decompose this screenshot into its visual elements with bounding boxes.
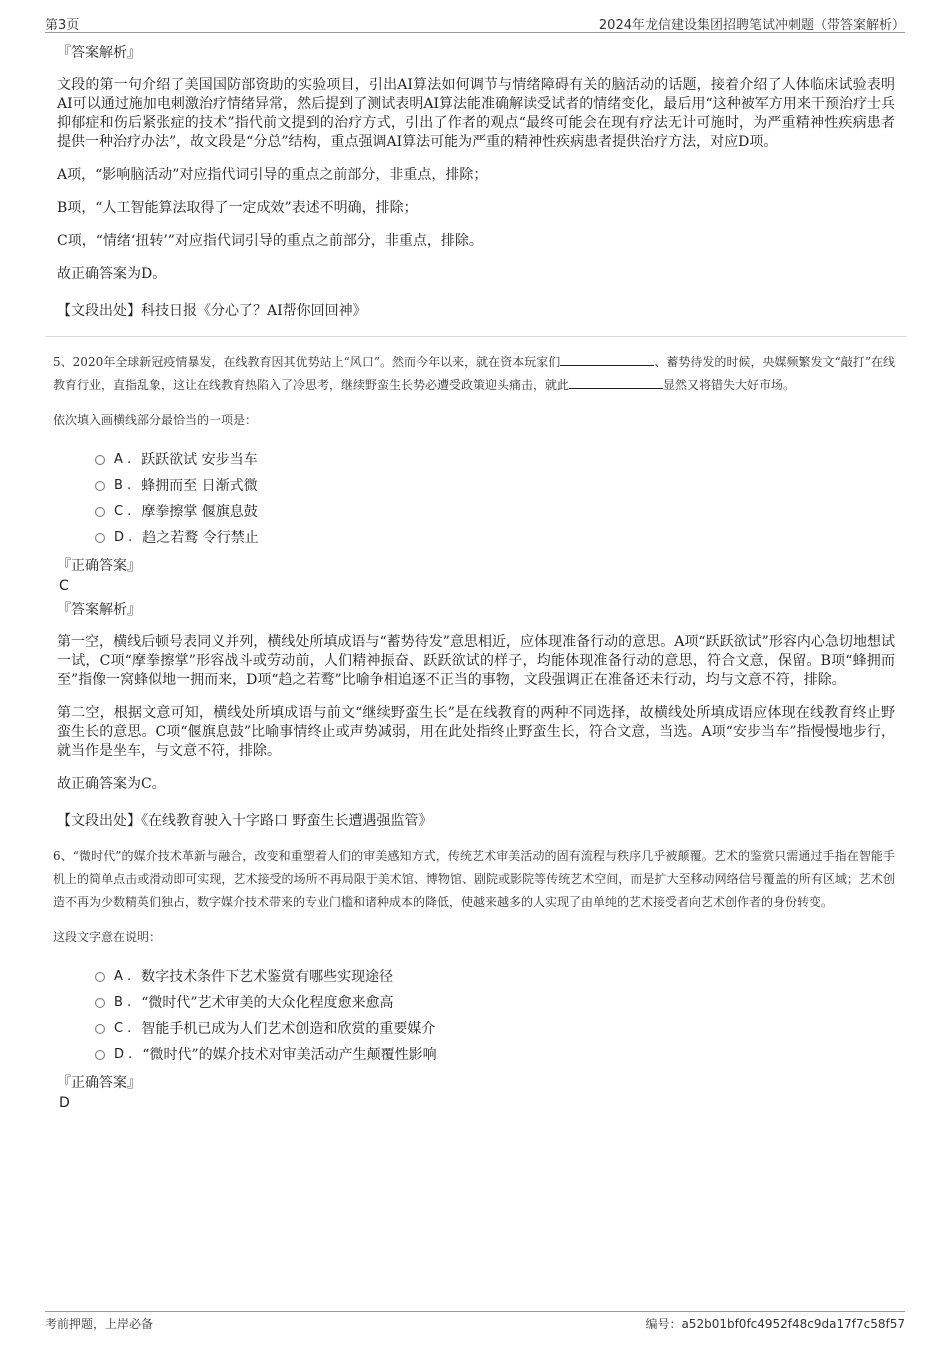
q5-answer-tag: 『正确答案』 <box>57 558 141 574</box>
q4-option-a-note: A项，“影响脑活动”对应指代词引导的重点之前部分，非重点，排除； <box>57 167 488 183</box>
q5-option-d[interactable]: D . 趋之若鹜 令行禁止 <box>95 525 895 551</box>
q5-answer: C <box>59 578 69 594</box>
q5-blank-1 <box>560 353 654 366</box>
document-code: 编号：a52b01bf0fc4952f48c9da17f7c58f57 <box>645 1317 905 1331</box>
q6-stem: 6、“微时代”的媒介技术革新与融合，改变和重塑着人们的审美感知方式，传统艺术审美活动的固有流程与秩序几乎被颠覆。艺术的鉴赏只需通过手指在智能手机上的简单点击或滑动即可实现，艺术接受的场所不再局限于美术馆、博物馆、剧院或影院等传统艺术空间，而是扩大至移动网络信号覆盖的所有区域；艺术创造不再为少数精英们独占，数字媒介技术带来的专业门槛和诸种成本的降低，使越来越多的人实现了由单纯的艺术接受者向艺术创作者的身份转变。 <box>53 849 895 909</box>
q6-prompt: 这段文字意在说明： <box>53 930 162 944</box>
radio-icon[interactable] <box>95 972 105 982</box>
q6-answer: D <box>59 1095 70 1111</box>
q5-option-b[interactable]: B . 蜂拥而至 日渐式微 <box>95 473 895 499</box>
radio-icon[interactable] <box>95 481 105 491</box>
page-number: 第3页 <box>45 18 80 33</box>
page-content <box>53 44 895 1118</box>
q6-answer-tag: 『正确答案』 <box>57 1075 141 1091</box>
page-footer <box>45 1311 905 1332</box>
q5-options <box>95 447 895 551</box>
q6-options <box>95 964 895 1068</box>
q5-conclusion: 故正确答案为C。 <box>57 776 166 792</box>
q5-option-c[interactable]: C . 摩拳擦掌 偃旗息鼓 <box>95 499 895 525</box>
q5-source: 【文段出处】《在线教育驶入十字路口 野蛮生长遭遇强监管》 <box>57 813 433 829</box>
q5-option-a[interactable]: A . 跃跃欲试 安步当车 <box>95 447 895 473</box>
q5-analysis-tag: 『答案解析』 <box>57 602 141 618</box>
radio-icon[interactable] <box>95 455 105 465</box>
q4-option-c-note: C项，“情绪‘扭转’”对应指代词引导的重点之前部分，非重点，排除。 <box>57 233 483 249</box>
q4-source: 【文段出处】科技日报《分心了？AI帮你回回神》 <box>57 303 367 319</box>
divider <box>45 336 907 337</box>
q4-option-b-note: B项，“人工智能算法取得了一定成效”表述不明确，排除； <box>57 200 418 216</box>
q6-option-b[interactable]: B . “微时代”艺术审美的大众化程度愈来愈高 <box>95 990 895 1016</box>
radio-icon[interactable] <box>95 507 105 517</box>
q4-analysis: 文段的第一句介绍了美国国防部资助的实验项目，引出AI算法如何调节与情绪障碍有关的脑活动的话题，接着介绍了人体临床试验表明AI可以通过施加电刺激治疗情绪异常，然后提到了测试表明AI算法能准确解读受试者的情绪变化，最后用“这种被军方用来干预治疗士兵抑郁症和伤后紧张症的技术”指代前文提到的治疗方式，引出了作者的观点“最终可能会在现有疗法无计可施时，为严重精神性疾病患者提供一种治疗办法”，故文段是“分总”结构，重点强调AI算法可能为严重的精神性疾病患者提供治疗方法，对应D项。 <box>57 77 895 150</box>
footer-slogan: 考前押题，上岸必备 <box>45 1317 154 1331</box>
q5-analysis-1: 第一空，横线后顿号表同义并列，横线处所填成语与“蓄势待发”意思相近，应体现准备行动的意思。A项“跃跃欲试”形容内心急切地想试一试，C项“摩拳擦掌”形容战斗或劳动前，人们精神振奋、跃跃欲试的样子，均能体现准备行动的意思，符合文意，保留。B项“蜂拥而至”指像一窝蜂似地一拥而来，D项“趋之若鹜”比喻争相追逐不正当的事物，文段强调正在准备还未行动，均与文意不符，排除。 <box>57 634 895 688</box>
q6-option-a[interactable]: A . 数字技术条件下艺术鉴赏有哪些实现途径 <box>95 964 895 990</box>
document-title: 2024年龙信建设集团招聘笔试冲刺题（带答案解析） <box>598 18 905 33</box>
page-header <box>45 14 905 33</box>
q5-stem: 5、2020年全球新冠疫情暴发，在线教育因其优势站上“风口”。然而今年以来，就在资本玩家们 、蓄势待发的时候，央媒频繁发文“敲打”在线教育行业，直指乱象，这让在线教育热陷入了冷思考，继续野蛮生长势必遭受政策迎头痛击，就此 显然又将错失大好市场。 <box>53 355 895 392</box>
radio-icon[interactable] <box>95 998 105 1008</box>
radio-icon[interactable] <box>95 1024 105 1034</box>
q6-option-d[interactable]: D . “微时代”的媒介技术对审美活动产生颠覆性影响 <box>95 1042 895 1068</box>
q5-analysis-2: 第二空，根据文意可知，横线处所填成语与前文“继续野蛮生长”是在线教育的两种不同选择，故横线处所填成语应体现在线教育终止野蛮生长的意思。C项“偃旗息鼓”比喻事情终止或声势减弱，用在此处指终止野蛮生长，符合文意，当选。A项“安步当车”指慢慢地步行，就当作是坐车，与文意不符，排除。 <box>57 705 895 759</box>
radio-icon[interactable] <box>95 1050 105 1060</box>
q4-conclusion: 故正确答案为D。 <box>57 266 167 282</box>
radio-icon[interactable] <box>95 533 105 543</box>
q5-prompt: 依次填入画横线部分最恰当的一项是： <box>53 413 258 427</box>
q4-analysis-tag: 『答案解析』 <box>57 45 141 61</box>
q5-blank-2 <box>569 376 663 389</box>
q6-option-c[interactable]: C . 智能手机已成为人们艺术创造和欣赏的重要媒介 <box>95 1016 895 1042</box>
